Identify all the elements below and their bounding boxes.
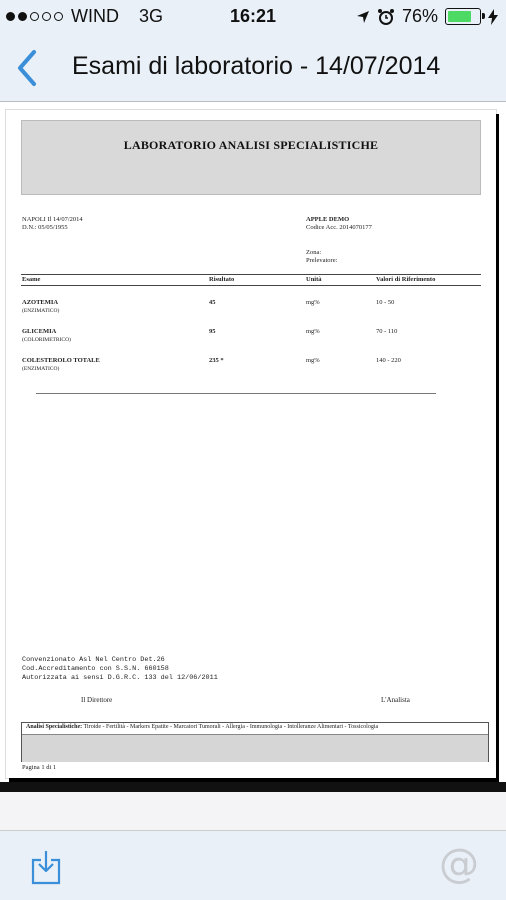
status-right xyxy=(356,6,498,27)
document-header xyxy=(21,120,481,195)
birth-date: D.N.: 05/05/1955 xyxy=(22,224,68,231)
alarm-icon xyxy=(377,8,395,26)
network-type: 3G xyxy=(139,6,164,26)
charging-bolt-icon xyxy=(488,9,498,25)
exam-name: GLICEMIA xyxy=(22,328,57,335)
exam-result: 235 * xyxy=(209,357,224,364)
exam-method: (ENZIMATICO) xyxy=(22,308,60,314)
page-bottom-edge xyxy=(0,782,506,792)
footer-line: Convenzionato Asl Nel Centro Det.26 xyxy=(22,656,165,664)
location-arrow-icon xyxy=(356,10,370,24)
director-signature-label: Il Direttore xyxy=(81,696,113,704)
exam-method: (COLORIMETRICO) xyxy=(22,337,71,343)
at-sign-icon[interactable]: @ xyxy=(439,841,479,887)
zone-label: Zona: xyxy=(306,249,322,256)
table-top-rule xyxy=(21,274,481,275)
chevron-left-icon[interactable] xyxy=(10,46,44,90)
carrier-name: WIND xyxy=(71,6,119,26)
status-bar xyxy=(0,0,506,34)
exam-name: COLESTEROLO TOTALE xyxy=(22,357,100,364)
col-header-exam: Esame xyxy=(22,276,41,283)
exam-unit: mg% xyxy=(306,328,320,335)
report-date: NAPOLI Il 14/07/2014 xyxy=(22,216,83,223)
status-time: 16:21 xyxy=(229,6,277,26)
exam-name: AZOTEMIA xyxy=(22,299,59,306)
exam-unit: mg% xyxy=(306,299,320,306)
specialties-label: Analisi Specialistiche: xyxy=(26,724,83,730)
bottom-toolbar xyxy=(0,830,506,900)
footer-line: Autorizzata ai sensi D.G.R.C. 133 del 12/06/2011 xyxy=(22,674,218,682)
col-header-unit: Unità xyxy=(306,276,322,283)
lab-title: LABORATORIO ANALISI SPECIALISTICHE xyxy=(123,138,379,152)
exam-method: (ENZIMATICO) xyxy=(22,366,60,372)
exam-reference: 140 - 220 xyxy=(376,357,401,364)
footer-line: Cod.Accreditamento con S.S.N. 660158 xyxy=(22,665,169,673)
document-page-area xyxy=(0,102,506,792)
exam-reference: 70 - 110 xyxy=(376,328,398,335)
table-header-rule xyxy=(21,285,481,286)
patient-name: APPLE DEMO xyxy=(306,216,350,223)
exam-unit: mg% xyxy=(306,357,320,364)
battery-percent: 76% xyxy=(401,6,438,26)
download-tray-icon[interactable] xyxy=(30,849,62,885)
page-number: Pagina 1 di 1 xyxy=(22,764,57,771)
document-page xyxy=(6,110,496,778)
specialties-text xyxy=(26,724,378,730)
exam-reference: 10 - 50 xyxy=(376,299,395,306)
sampler-label: Prelevatore: xyxy=(306,257,338,264)
specialties-box xyxy=(21,722,489,762)
col-header-reference: Valori di Riferimento xyxy=(376,276,436,283)
viewer-gap xyxy=(0,792,506,830)
specialties-bar xyxy=(22,734,488,762)
navigation-bar xyxy=(0,34,506,102)
exam-result: 45 xyxy=(209,299,216,306)
analyst-signature-label: L'Analista xyxy=(381,696,410,704)
table-bottom-rule xyxy=(36,393,436,394)
col-header-result: Risultato xyxy=(209,276,235,283)
page-title: Esami di laboratorio - 14/07/2014 xyxy=(72,52,441,80)
patient-code: Codice Acc. 2014070177 xyxy=(306,224,372,231)
exam-result: 95 xyxy=(209,328,216,335)
battery-icon xyxy=(445,8,481,25)
specialties-list: Tiroide - Fertilità - Markers Epatite - Marcatori Tumorali - Allergia - Immunologia - Intolleranze Alimentari - Tossicologia xyxy=(83,724,379,730)
